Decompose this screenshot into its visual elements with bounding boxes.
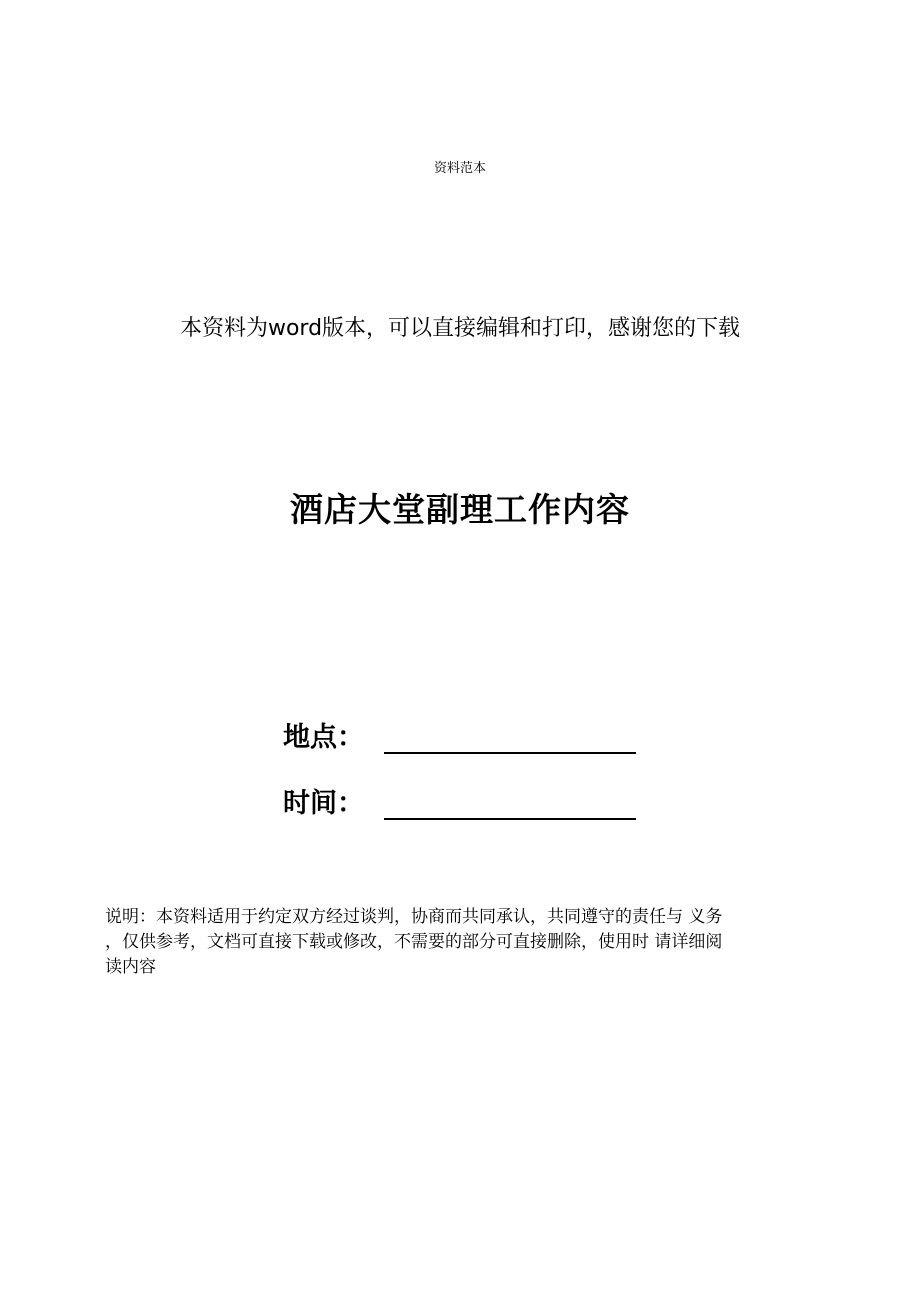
place-field <box>283 718 643 758</box>
header-label: 资料范本 <box>433 161 486 176</box>
usage-note <box>105 905 817 980</box>
time-field <box>283 784 643 824</box>
place-blank-line <box>384 752 636 754</box>
document-title: 酒店大堂副理工作内容 <box>290 490 630 529</box>
place-label: 地点： <box>283 722 364 753</box>
time-blank-line <box>384 818 636 820</box>
intro-text: 本资料为word版本，可以直接编辑和打印，感谢您的下载 <box>179 316 741 341</box>
note-line: ，仅供参考，文档可直接下载或修改，不需要的部分可直接删除，使用时 请详细阅 <box>105 932 723 952</box>
note-line: 读内容 <box>105 957 156 977</box>
time-label: 时间： <box>283 788 364 819</box>
note-line: 说明：本资料适用于约定双方经过谈判，协商而共同承认，共同遵守的责任与 义务 <box>105 907 723 927</box>
